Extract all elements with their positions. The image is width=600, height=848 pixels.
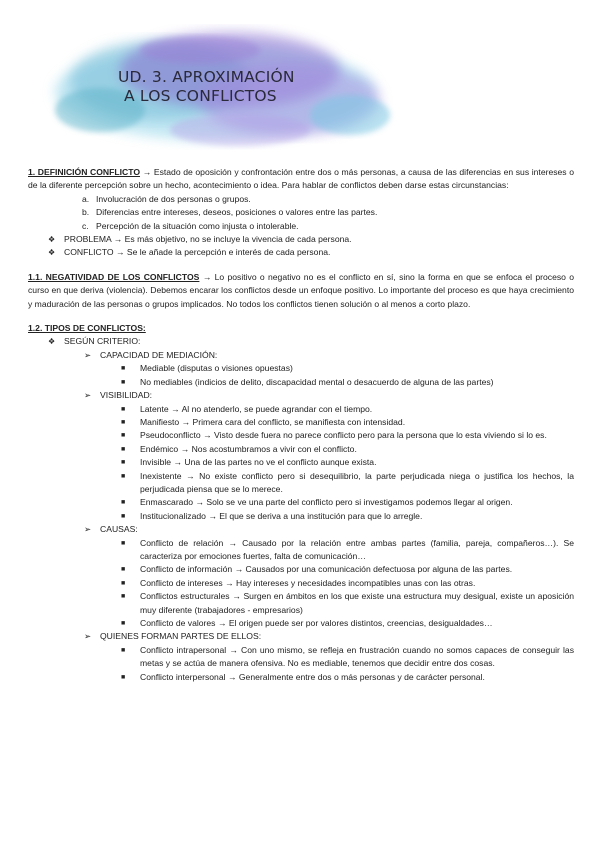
list-item-text: Latente → Al no atenderlo, se puede agrandar con el tiempo. xyxy=(140,403,373,414)
watercolor-banner xyxy=(40,20,400,160)
list-item-text: Percepción de la situación como injusta o intolerable. xyxy=(96,220,299,231)
section-1-heading: 1. DEFINICIÓN CONFLICTO xyxy=(28,167,141,177)
group-label: CAUSAS: xyxy=(100,524,138,535)
list-item xyxy=(28,537,574,564)
section-1-definition xyxy=(28,166,574,193)
bullet-item xyxy=(28,246,574,259)
list-item xyxy=(28,220,574,233)
section-1-text: Estado de oposición y confrontación entre dos o más personas, a causa de las diferencias en sus intereses o de la diferente percepción sobre un hecho, acontecimiento o idea. Para hablar de conflictos deben darse estas circunstancias: xyxy=(28,167,574,191)
list-item xyxy=(28,577,574,590)
square-bullet-icon: ■ xyxy=(121,512,126,520)
section-1-1-arrow: → xyxy=(202,271,212,282)
arrow-bullet-icon: ➢ xyxy=(84,349,92,360)
square-bullet-icon: ■ xyxy=(121,432,126,440)
list-item xyxy=(28,644,574,671)
list-item-text: No mediables (indicios de delito, discapacidad mental o desacuerdo de alguna de las partes) xyxy=(140,376,494,387)
group-heading xyxy=(28,630,574,643)
list-item-text: Involucración de dos personas o grupos. xyxy=(96,193,251,204)
square-bullet-icon: ■ xyxy=(121,405,126,413)
square-bullet-icon: ■ xyxy=(121,459,126,467)
list-item-text: Conflicto de intereses → Hay intereses y necesidades incompatibles unas con las otras. xyxy=(140,577,476,588)
list-item xyxy=(28,362,574,375)
list-item-text: Diferencias entre intereses, deseos, posiciones o valores entre las partes. xyxy=(96,207,378,218)
list-item xyxy=(28,403,574,416)
list-item-text: Manifiesto → Primera cara del conflicto, se manifiesta con intensidad. xyxy=(140,416,406,427)
section-1-2-heading: 1.2. TIPOS DE CONFLICTOS: xyxy=(28,323,146,334)
list-item xyxy=(28,590,574,617)
list-item xyxy=(28,470,574,497)
section-1-1-negatividad xyxy=(28,271,574,311)
list-item xyxy=(28,671,574,684)
list-item-text: Conflicto de información → Causados por una comunicación defectuosa por alguna de las partes. xyxy=(140,564,513,575)
group-label: CAPACIDAD DE MEDIACIÓN: xyxy=(100,349,218,360)
list-item-text: Inexistente → No existe conflicto pero si desequilibrio, la parte perjudicada niega o justifica los hechos, la perjudicada piensa que se lo merece. xyxy=(140,470,574,494)
list-item xyxy=(28,510,574,523)
bullet-text: CONFLICTO → Se le añade la percepción e interés de cada persona. xyxy=(64,247,331,258)
bullet-text: SEGÚN CRITERIO: xyxy=(64,336,141,347)
list-item xyxy=(28,416,574,429)
square-bullet-icon: ■ xyxy=(121,539,126,547)
square-bullet-icon: ■ xyxy=(121,445,126,453)
list-item-text: Conflicto intrapersonal → Con uno mismo, se refleja en frustración cuando no somos capaces de conseguir las metas y se actúa de manera ofensiva. No es mediable, tenemos que decidir entre dos cosas. xyxy=(140,644,574,669)
list-item-text: Conflicto de relación → Causado por la relación entre ambas partes (familia, pareja, compañeros…). Se caracteriza por emociones fuertes, falta de comunicación… xyxy=(140,537,574,561)
arrow-bullet-icon: ➢ xyxy=(84,524,92,535)
list-item-text: Endémico → Nos acostumbramos a vivir con el conflicto. xyxy=(140,443,357,454)
list-item xyxy=(28,429,574,442)
list-marker: c. xyxy=(82,220,89,231)
list-item-text: Pseudoconflicto → Visto desde fuera no parece conflicto pero para la persona que lo esta viviendo si lo es. xyxy=(140,430,547,441)
arrow-bullet-icon: ➢ xyxy=(84,390,92,401)
section-1-1-heading: 1.1. NEGATIVIDAD DE LOS CONFLICTOS xyxy=(28,271,200,282)
bullet-item xyxy=(28,233,574,246)
list-item xyxy=(28,443,574,456)
section-1-arrow: → xyxy=(142,167,152,177)
list-marker: b. xyxy=(82,207,90,218)
list-item xyxy=(28,496,574,509)
square-bullet-icon: ■ xyxy=(121,620,126,627)
list-item xyxy=(28,456,574,469)
list-item-text: Invisible → Una de las partes no ve el conflicto aunque exista. xyxy=(140,457,377,468)
list-item-text: Conflicto de valores → El origen puede ser por valores distintos, creencias, desigualdades… xyxy=(140,618,493,628)
square-bullet-icon: ■ xyxy=(121,499,126,507)
square-bullet-icon: ■ xyxy=(121,646,126,654)
diamond-bullet-icon: ❖ xyxy=(48,235,56,245)
list-item xyxy=(28,206,574,219)
square-bullet-icon: ■ xyxy=(121,673,126,681)
section-1-1-text: Lo positivo o negativo no es el conflicto en sí, sino la forma en que se enfoca el proceso o curso en que deriva (violencia). Debemos encarar los conflictos desde un enfoque positivo. Lo importante del proceso es que haya crecimiento y maduración de las personas o grupos implicados. No todos los conflictos tienen solución o al menos a corto plazo. xyxy=(28,271,575,309)
square-bullet-icon: ■ xyxy=(121,418,126,426)
list-item xyxy=(28,563,574,576)
document-body xyxy=(28,166,574,684)
list-item-text: Mediable (disputas o visiones opuestas) xyxy=(140,363,293,374)
group-heading xyxy=(28,349,574,362)
page-title xyxy=(118,68,295,106)
list-item-text: Conflicto interpersonal → Generalmente entre dos o más personas y de carácter personal. xyxy=(140,671,485,682)
list-item xyxy=(28,617,574,630)
list-item-text: Enmascarado → Solo se ve una parte del conflicto pero si investigamos podemos llegar al origen. xyxy=(140,497,513,508)
bullet-text: PROBLEMA → Es más objetivo, no se incluye la vivencia de cada persona. xyxy=(64,234,352,245)
list-item xyxy=(28,376,574,389)
bullet-item xyxy=(28,335,574,348)
title-line-2: A LOS CONFLICTOS xyxy=(124,87,277,105)
square-bullet-icon: ■ xyxy=(121,566,126,574)
title-line-1: UD. 3. APROXIMACIÓN xyxy=(118,68,295,86)
arrow-bullet-icon: ➢ xyxy=(84,631,92,642)
square-bullet-icon: ■ xyxy=(121,579,126,587)
diamond-bullet-icon: ❖ xyxy=(48,337,56,347)
list-item-text: Conflictos estructurales → Surgen en ámbitos en los que existe una estructura muy desigual, existe un aposición muy diferente (trabajadores - empresarios) xyxy=(140,591,574,615)
square-bullet-icon: ■ xyxy=(121,365,126,373)
group-label: QUIENES FORMAN PARTES DE ELLOS: xyxy=(100,631,262,642)
square-bullet-icon: ■ xyxy=(121,378,126,386)
group-heading xyxy=(28,389,574,402)
list-item-text: Institucionalizado → El que se deriva a una institución para que lo arregle. xyxy=(140,510,423,521)
group-heading xyxy=(28,523,574,536)
list-item xyxy=(28,193,574,206)
square-bullet-icon: ■ xyxy=(121,593,126,601)
list-marker: a. xyxy=(82,193,90,204)
group-label: VISIBILIDAD: xyxy=(100,390,153,401)
square-bullet-icon: ■ xyxy=(121,472,126,480)
diamond-bullet-icon: ❖ xyxy=(48,248,56,258)
